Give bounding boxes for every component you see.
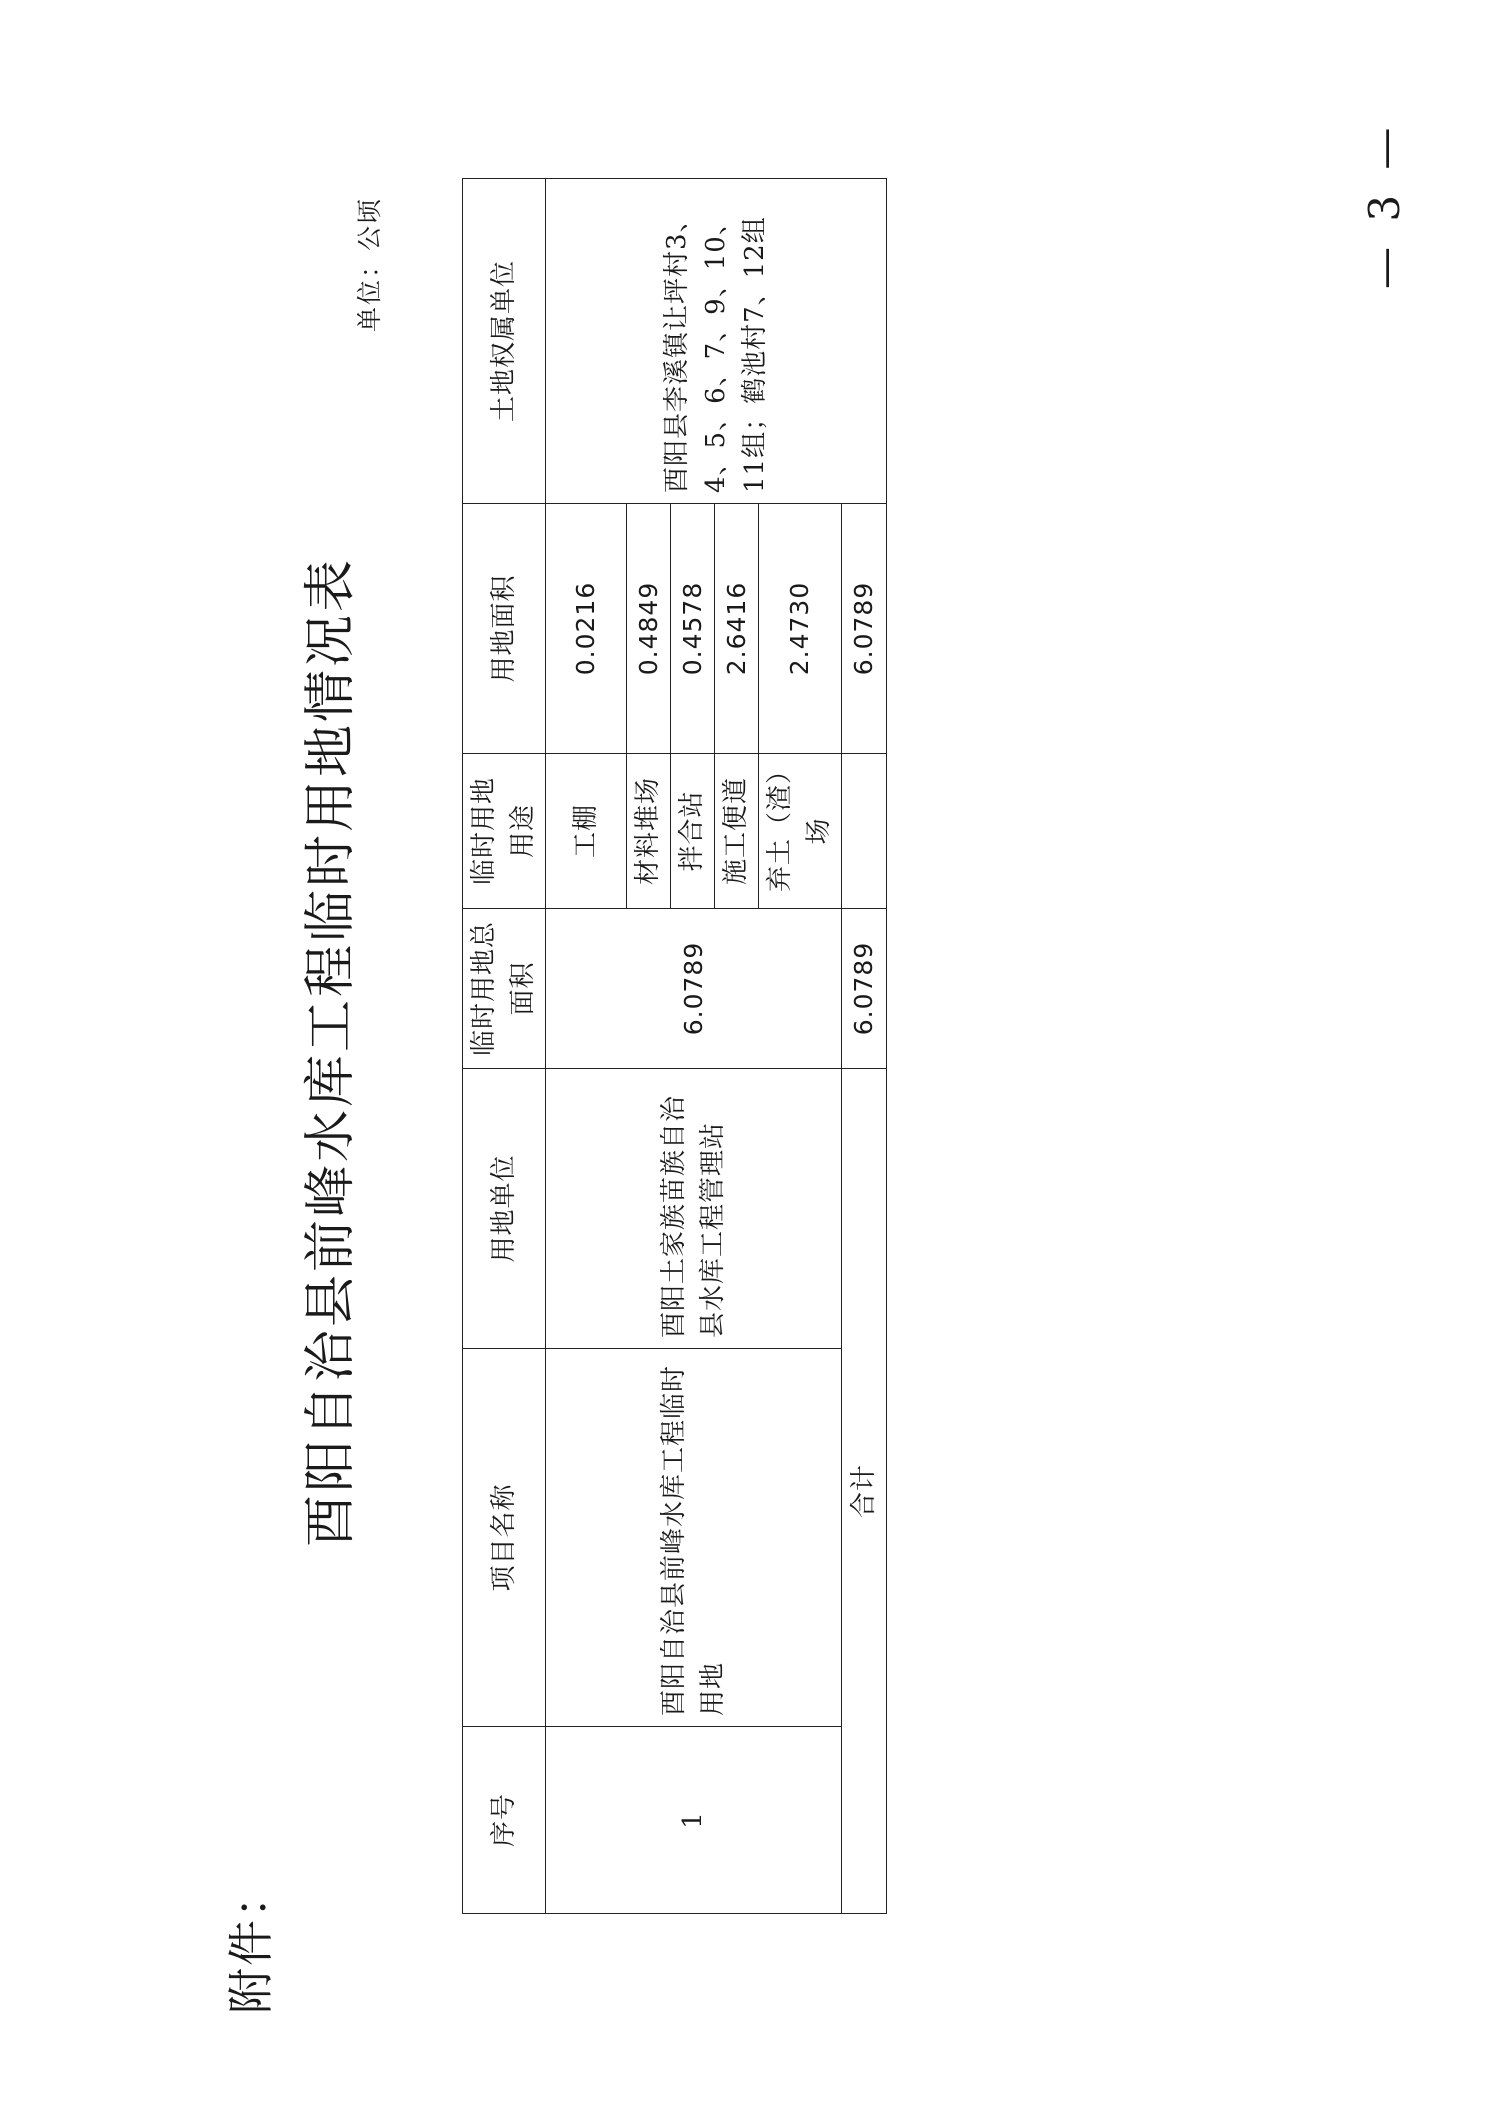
header-area: 用地面积 xyxy=(463,504,546,754)
header-user-unit: 用地单位 xyxy=(463,1069,546,1349)
cell-area: 0.4849 xyxy=(627,504,671,754)
header-usage: 临时用地用途 xyxy=(463,754,546,909)
cell-project-name: 酉阳自治县前峰水库工程临时用地 xyxy=(546,1349,842,1727)
cell-total-usage-empty xyxy=(842,754,887,909)
page-number: — 3 — xyxy=(1360,121,1409,289)
header-project-name: 项目名称 xyxy=(463,1349,546,1727)
cell-total-label: 合计 xyxy=(842,1069,887,1914)
cell-total-area-sum: 6.0789 xyxy=(842,504,887,754)
cell-user-unit: 酉阳土家族苗族自治县水库工程管理站 xyxy=(546,1069,842,1349)
attachment-label: 附件： xyxy=(224,1870,278,2014)
header-serial: 序号 xyxy=(463,1727,546,1914)
land-use-table xyxy=(462,178,887,1914)
document-title: 酉阳自治县前峰水库工程临时用地情况表 xyxy=(301,557,361,1548)
cell-area: 2.4730 xyxy=(759,504,842,754)
unit-label: 单位：公顷 xyxy=(355,196,384,332)
cell-area: 0.4578 xyxy=(671,504,715,754)
cell-area: 2.6416 xyxy=(715,504,759,754)
header-total-area: 临时用地总面积 xyxy=(463,909,546,1069)
table-row xyxy=(546,179,627,1914)
cell-usage: 施工便道 xyxy=(715,754,759,909)
header-owner: 土地权属单位 xyxy=(463,179,546,504)
header-row xyxy=(463,179,546,1914)
cell-total-sum-area: 6.0789 xyxy=(842,909,887,1069)
cell-usage: 弃土（渣）场 xyxy=(759,754,842,909)
cell-total-area: 6.0789 xyxy=(546,909,842,1069)
cell-usage: 工棚 xyxy=(546,754,627,909)
cell-serial: 1 xyxy=(546,1727,842,1914)
cell-owner: 酉阳县李溪镇让坪村3、4、5、6、7、9、10、11组；鹤池村7、12组 xyxy=(546,179,887,504)
cell-usage: 拌合站 xyxy=(671,754,715,909)
cell-area: 0.0216 xyxy=(546,504,627,754)
cell-usage: 材料堆场 xyxy=(627,754,671,909)
